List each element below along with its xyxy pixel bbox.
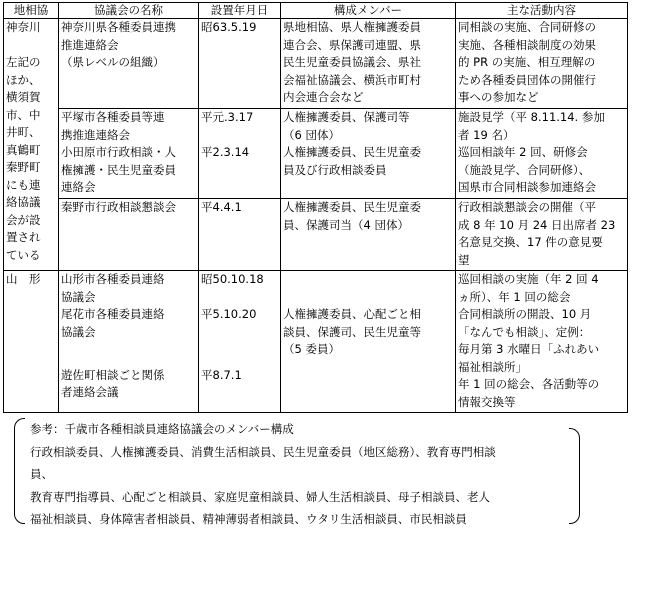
members-cell: 人権擁護委員、保護司等 （6 団体） 人権擁護委員、民生児童委 員及び行政相談委員	[281, 109, 456, 199]
date-cell: 昭50.10.18 平5.10.20 平8.7.1	[199, 271, 281, 413]
reference-note	[14, 418, 580, 528]
activities-cell: 行政相談懇談会の開催（平 成 8 年 10 月 24 日出席者 23 名意見交換、17 件の意見要 望	[456, 199, 628, 271]
table-row	[4, 271, 628, 413]
right-bracket	[569, 428, 580, 524]
members-cell: 人権擁護委員、心配ごと相 談員、保護司、民生児童等 （5 委員）	[281, 271, 456, 413]
date-cell: 昭63.5.19	[199, 19, 281, 109]
header-activities: 主な活動内容	[456, 3, 628, 19]
table-row	[4, 19, 628, 109]
council-name-cell: 神奈川県各種委員連携 推進連絡会 （県レベルの組織）	[59, 19, 199, 109]
council-name-cell: 秦野市行政相談懇談会	[59, 199, 199, 271]
reference-line: 行政相談委員、人権擁護委員、消費生活相談員、民生児童委員（地区総務）、教育専門相談	[30, 444, 496, 459]
activities-cell: 同相談の実施、合同研修の 実施、各種相談制度の効果 的 PR の実施、相互理解の ため各種委員団体の開催行 事への参加など	[456, 19, 628, 109]
date-cell: 平4.4.1	[199, 199, 281, 271]
table-header-row	[4, 3, 628, 19]
region-cell-kanagawa: 神奈川 左記の ほか、 横須賀 市、中 井町、 真鶴町 秦野町 にも連 絡協議 会が設 置され ている	[4, 19, 59, 271]
reference-line: 福祉相談員、身体障害者相談員、精神薄弱者相談員、ウタリ生活相談員、市民相談員	[30, 512, 467, 526]
reference-line: 員、	[30, 467, 53, 481]
members-cell: 県地相協、県人権擁護委員 連合会、県保護司連盟、県 民生児童委員協議会、県社 会福祉協議会、横浜市町村 内会連合会など	[281, 19, 456, 109]
header-region: 地相協	[4, 3, 59, 19]
reference-line: 教育専門指導員、心配ごと相談員、家庭児童相談員、婦人生活相談員、母子相談員、老人	[30, 489, 490, 504]
date-cell: 平元.3.17 平2.3.14	[199, 109, 281, 199]
table-row	[4, 109, 628, 199]
council-name-cell: 山形市各種委員連絡 協議会 尾花市各種委員連絡 協議会 遊佐町相談ごと関係 者連絡会議	[59, 271, 199, 413]
reference-title: 参考：千歳市各種相談員連絡協議会のメンバー構成	[30, 422, 294, 436]
header-established-date: 設置年月日	[199, 3, 281, 19]
activities-cell: 施設見学（平 8.11.14. 参加 者 19 名） 巡回相談年 2 回、研修会 （施設見学、合同研修）、 国県市合同相談参加連絡会	[456, 109, 628, 199]
coordination-table	[3, 2, 628, 413]
reference-text	[30, 418, 560, 531]
header-members: 構成メンバー	[281, 3, 456, 19]
council-name-cell: 平塚市各種委員等連 携推進連絡会 小田原市行政相談・人 権擁護・民生児童委員 連絡会	[59, 109, 199, 199]
left-bracket	[14, 418, 25, 524]
members-cell: 人権擁護委員、民生児童委 員、保護司当（4 団体）	[281, 199, 456, 271]
table-row	[4, 199, 628, 271]
header-council-name: 協議会の名称	[59, 3, 199, 19]
region-cell-yamagata: 山 形	[4, 271, 59, 413]
activities-cell: 巡回相談の実施（年 2 回 4 ヵ所）、年 1 回の総会 合同相談所の開設、10 月 「なんでも相談」、定例： 毎月第 3 水曜日「ふれあい 福祉相談所」 年 1 回の総会、各活動等の 情報交換等	[456, 271, 628, 413]
